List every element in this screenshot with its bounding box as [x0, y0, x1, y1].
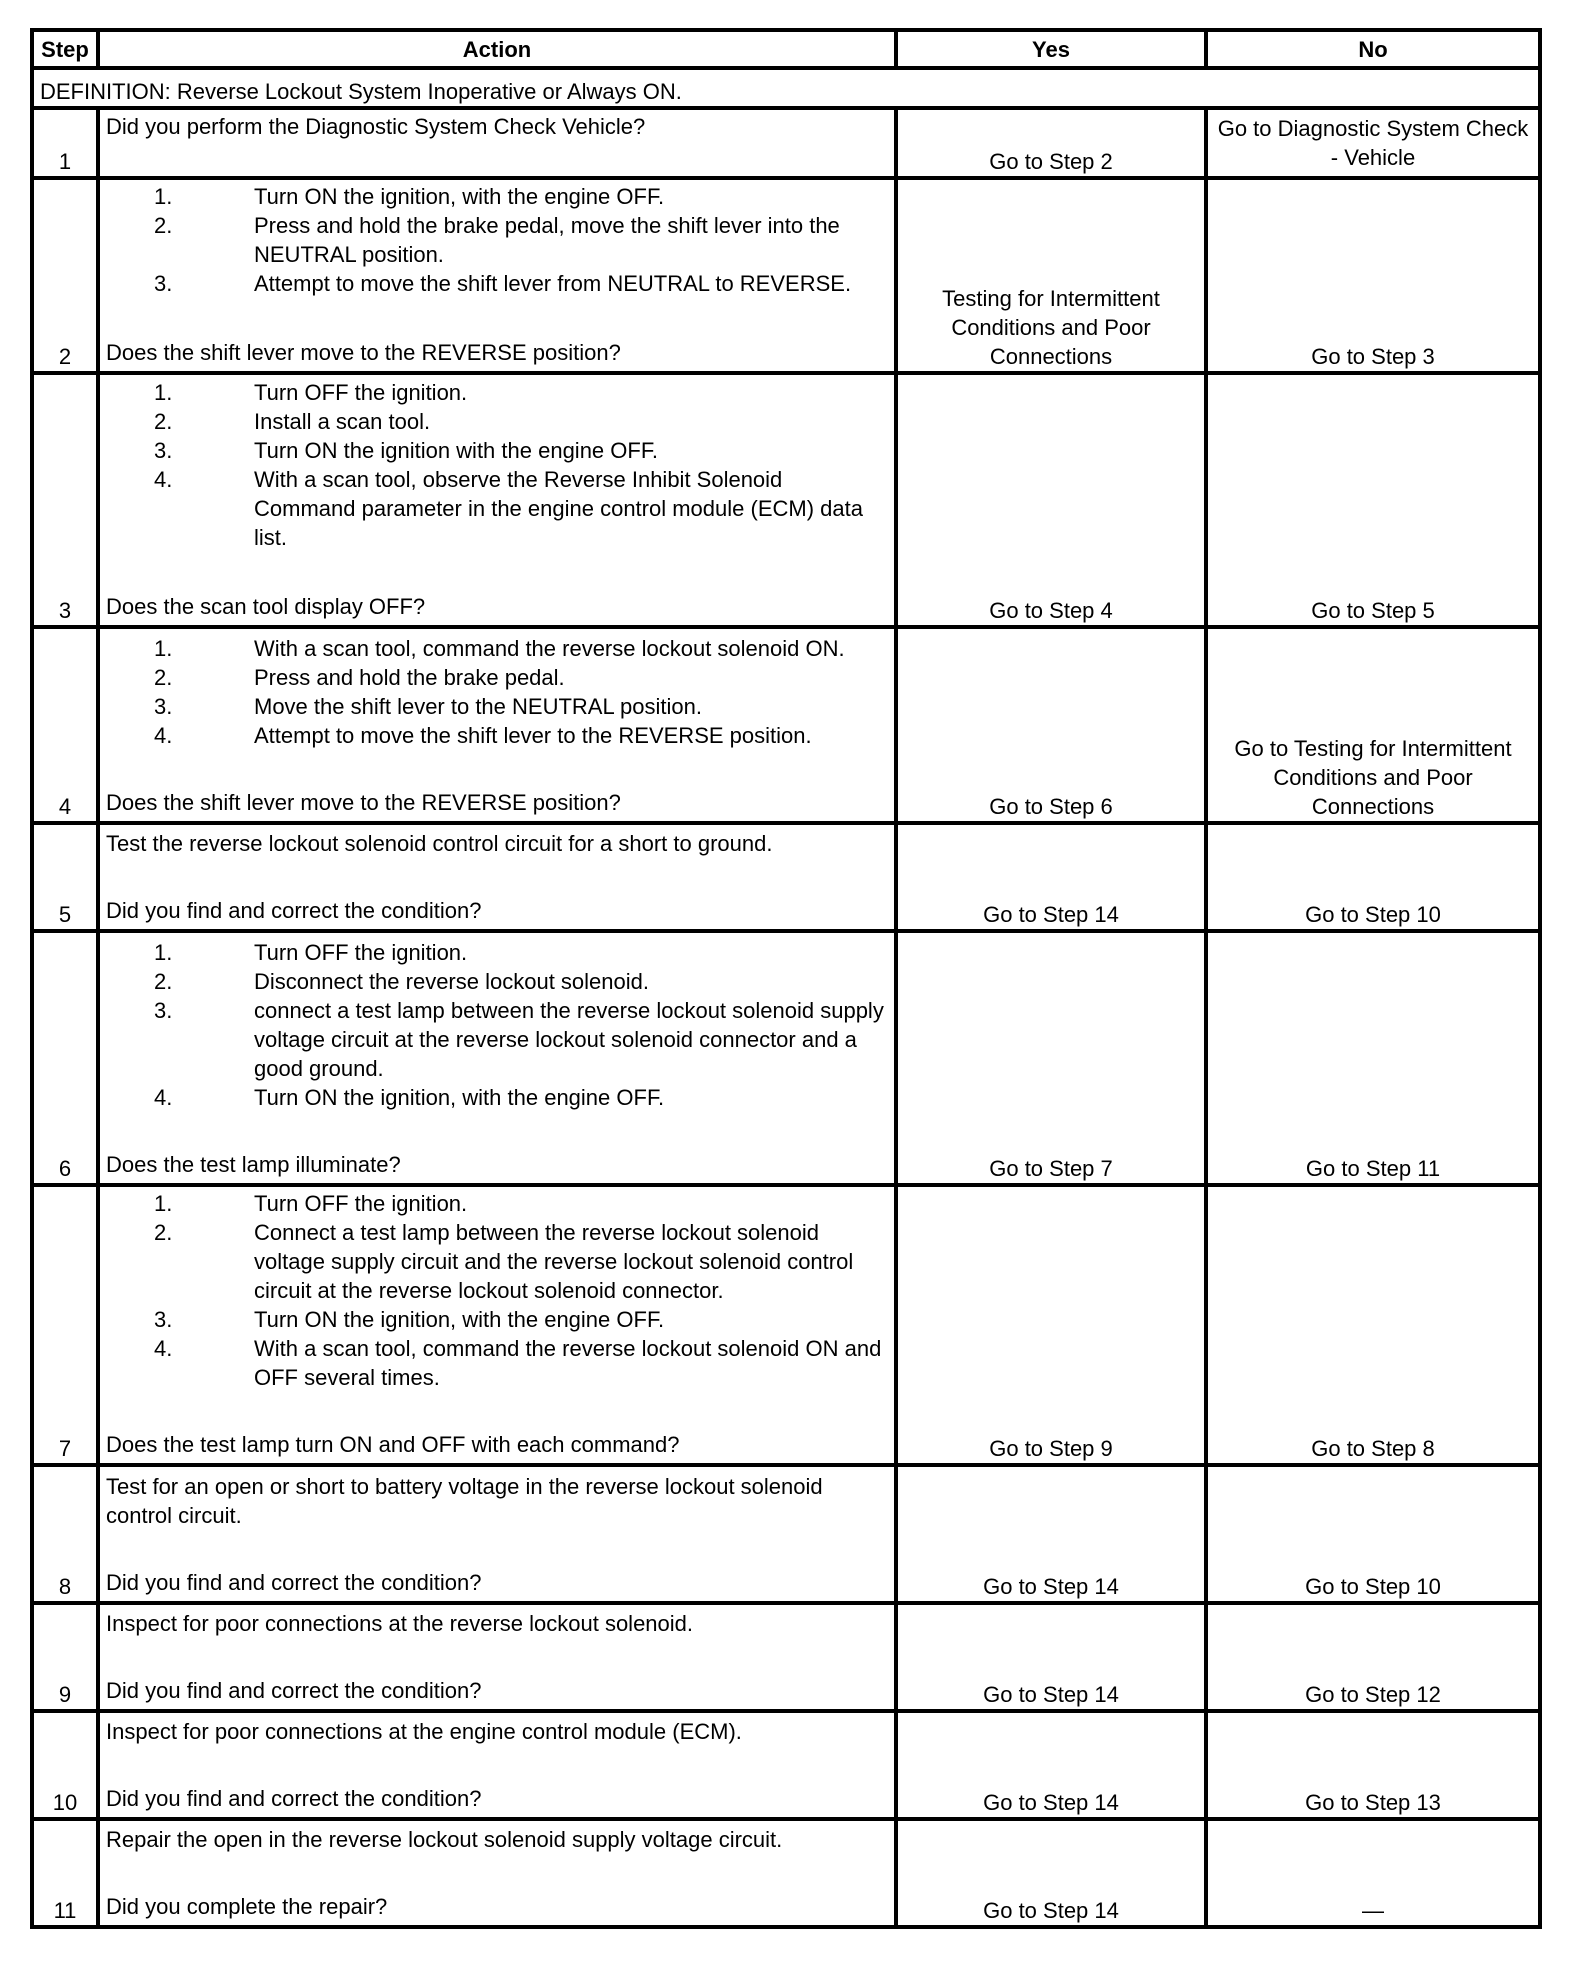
list-item-text: Turn ON the ignition, with the engine OFF.	[254, 1307, 665, 1332]
no-cell: Go to Step 10	[1206, 823, 1540, 931]
action-question: Did you find and correct the condition?	[106, 1570, 482, 1595]
action-steps-list	[106, 378, 888, 552]
header-row	[32, 30, 1540, 68]
list-item-text: Turn OFF the ignition.	[254, 940, 468, 965]
no-cell: Go to Diagnostic System Check - Vehicle	[1206, 108, 1540, 178]
no-cell: Go to Testing for Intermittent Conditions and Poor Connections	[1206, 627, 1540, 823]
action-question: Did you find and correct the condition?	[106, 1786, 482, 1811]
list-item	[106, 269, 888, 298]
action-question: Does the test lamp turn ON and OFF with each command?	[106, 1432, 680, 1457]
action-question: Does the scan tool display OFF?	[106, 594, 426, 619]
definition-text: DEFINITION: Reverse Lockout System Inoperative or Always ON.	[32, 68, 1540, 108]
yes-cell: Go to Step 14	[896, 823, 1206, 931]
list-item	[106, 692, 888, 721]
no-cell: Go to Step 13	[1206, 1711, 1540, 1819]
yes-cell: Go to Step 6	[896, 627, 1206, 823]
action-steps-list	[106, 938, 888, 1112]
list-item-number: 4.	[154, 467, 173, 492]
action-question: Does the shift lever move to the REVERSE position?	[106, 790, 621, 815]
list-item-text: With a scan tool, observe the Reverse Inhibit Solenoid Command parameter in the engine control module (ECM) data list.	[254, 467, 863, 550]
action-intro: Repair the open in the reverse lockout solenoid supply voltage circuit.	[106, 1827, 783, 1852]
list-item	[106, 211, 888, 269]
action-cell	[98, 178, 896, 373]
table-row	[32, 1819, 1540, 1927]
list-item-text: Turn ON the ignition, with the engine OFF.	[254, 184, 665, 209]
action-intro: Test the reverse lockout solenoid control circuit for a short to ground.	[106, 831, 773, 856]
list-item-number: 4.	[154, 1085, 173, 1110]
list-item-number: 3.	[154, 998, 173, 1023]
yes-cell: Go to Step 4	[896, 373, 1206, 627]
list-item-number: 3.	[154, 271, 173, 296]
list-item-text: Press and hold the brake pedal.	[254, 665, 565, 690]
yes-cell: Go to Step 14	[896, 1465, 1206, 1603]
list-item	[106, 967, 888, 996]
no-cell: Go to Step 3	[1206, 178, 1540, 373]
no-cell: —	[1206, 1819, 1540, 1927]
list-item	[106, 1083, 888, 1112]
list-item	[106, 436, 888, 465]
list-item-text: Turn ON the ignition, with the engine OFF.	[254, 1085, 665, 1110]
action-intro: Inspect for poor connections at the reverse lockout solenoid.	[106, 1611, 694, 1636]
action-cell	[98, 1185, 896, 1465]
list-item	[106, 378, 888, 407]
list-item-number: 2.	[154, 1220, 173, 1245]
step-number: 5	[32, 823, 98, 931]
list-item-text: Install a scan tool.	[254, 409, 431, 434]
list-item-text: Attempt to move the shift lever from NEUTRAL to REVERSE.	[254, 271, 852, 296]
list-item-number: 2.	[154, 969, 173, 994]
action-cell	[98, 373, 896, 627]
list-item-number: 3.	[154, 1307, 173, 1332]
action-question: Does the test lamp illuminate?	[106, 1152, 401, 1177]
list-item-text: Attempt to move the shift lever to the REVERSE position.	[254, 723, 812, 748]
list-item	[106, 1305, 888, 1334]
list-item	[106, 996, 888, 1083]
header-no: No	[1206, 30, 1540, 68]
action-cell	[98, 1711, 896, 1819]
action-cell	[98, 1819, 896, 1927]
list-item-text: Turn OFF the ignition.	[254, 1191, 468, 1216]
list-item-number: 1.	[154, 636, 173, 661]
action-cell	[98, 627, 896, 823]
action-question: Did you find and correct the condition?	[106, 898, 482, 923]
no-cell: Go to Step 10	[1206, 1465, 1540, 1603]
list-item	[106, 721, 888, 750]
diagnostic-page	[30, 28, 1538, 1929]
step-number: 1	[32, 108, 98, 178]
list-item-number: 3.	[154, 694, 173, 719]
list-item-number: 4.	[154, 723, 173, 748]
list-item-number: 1.	[154, 1191, 173, 1216]
yes-cell: Go to Step 7	[896, 931, 1206, 1185]
list-item-number: 1.	[154, 940, 173, 965]
action-intro: Inspect for poor connections at the engine control module (ECM).	[106, 1719, 742, 1744]
list-item-number: 1.	[154, 380, 173, 405]
step-number: 3	[32, 373, 98, 627]
yes-cell: Go to Step 14	[896, 1711, 1206, 1819]
list-item-text: Press and hold the brake pedal, move the shift lever into the NEUTRAL position.	[254, 213, 840, 267]
list-item-text: Turn ON the ignition with the engine OFF.	[254, 438, 658, 463]
list-item-text: With a scan tool, command the reverse lockout solenoid ON.	[254, 636, 845, 661]
action-question: Does the shift lever move to the REVERSE position?	[106, 340, 621, 365]
header-step: Step	[32, 30, 98, 68]
action-question: Did you find and correct the condition?	[106, 1678, 482, 1703]
action-cell	[98, 108, 896, 178]
step-number: 7	[32, 1185, 98, 1465]
list-item-number: 2.	[154, 213, 173, 238]
list-item	[106, 407, 888, 436]
list-item	[106, 634, 888, 663]
action-intro: Test for an open or short to battery voltage in the reverse lockout solenoid control circuit.	[106, 1474, 823, 1528]
diagnostic-table	[30, 28, 1542, 1929]
list-item	[106, 938, 888, 967]
header-yes: Yes	[896, 30, 1206, 68]
table-row	[32, 373, 1540, 627]
step-number: 11	[32, 1819, 98, 1927]
action-steps-list	[106, 634, 888, 750]
list-item-text: Disconnect the reverse lockout solenoid.	[254, 969, 649, 994]
action-steps-list	[106, 182, 888, 298]
header-action: Action	[98, 30, 896, 68]
step-number: 2	[32, 178, 98, 373]
list-item-number: 1.	[154, 184, 173, 209]
definition-row	[32, 68, 1540, 108]
list-item	[106, 182, 888, 211]
no-cell: Go to Step 11	[1206, 931, 1540, 1185]
action-cell	[98, 931, 896, 1185]
table-row	[32, 823, 1540, 931]
action-steps-list	[106, 1189, 888, 1392]
step-number: 6	[32, 931, 98, 1185]
action-cell	[98, 1603, 896, 1711]
list-item-text: Connect a test lamp between the reverse lockout solenoid voltage supply circuit and the reverse lockout solenoid control circuit at the reverse lockout solenoid connector.	[254, 1220, 854, 1303]
table-row	[32, 178, 1540, 373]
step-number: 8	[32, 1465, 98, 1603]
no-cell: Go to Step 5	[1206, 373, 1540, 627]
list-item	[106, 1334, 888, 1392]
action-question: Did you complete the repair?	[106, 1894, 388, 1919]
list-item-number: 2.	[154, 665, 173, 690]
list-item-text: Move the shift lever to the NEUTRAL position.	[254, 694, 702, 719]
list-item-text: Turn OFF the ignition.	[254, 380, 468, 405]
table-row	[32, 1711, 1540, 1819]
step-number: 9	[32, 1603, 98, 1711]
table-row	[32, 1185, 1540, 1465]
table-row	[32, 1465, 1540, 1603]
yes-cell: Go to Step 2	[896, 108, 1206, 178]
yes-cell: Go to Step 9	[896, 1185, 1206, 1465]
step-number: 10	[32, 1711, 98, 1819]
yes-cell: Testing for Intermittent Conditions and Poor Connections	[896, 178, 1206, 373]
list-item	[106, 1189, 888, 1218]
yes-cell: Go to Step 14	[896, 1819, 1206, 1927]
list-item	[106, 663, 888, 692]
list-item	[106, 465, 888, 552]
action-intro: Did you perform the Diagnostic System Check Vehicle?	[106, 114, 646, 139]
list-item-number: 2.	[154, 409, 173, 434]
action-cell	[98, 1465, 896, 1603]
list-item-number: 4.	[154, 1336, 173, 1361]
table-row	[32, 1603, 1540, 1711]
list-item	[106, 1218, 888, 1305]
table-row	[32, 627, 1540, 823]
list-item-text: With a scan tool, command the reverse lockout solenoid ON and OFF several times.	[254, 1336, 882, 1390]
yes-cell: Go to Step 14	[896, 1603, 1206, 1711]
action-cell	[98, 823, 896, 931]
no-cell: Go to Step 12	[1206, 1603, 1540, 1711]
no-cell: Go to Step 8	[1206, 1185, 1540, 1465]
table-row	[32, 931, 1540, 1185]
list-item-text: connect a test lamp between the reverse lockout solenoid supply voltage circuit at the reverse lockout solenoid connector and a good ground.	[254, 998, 884, 1081]
table-row	[32, 108, 1540, 178]
step-number: 4	[32, 627, 98, 823]
list-item-number: 3.	[154, 438, 173, 463]
